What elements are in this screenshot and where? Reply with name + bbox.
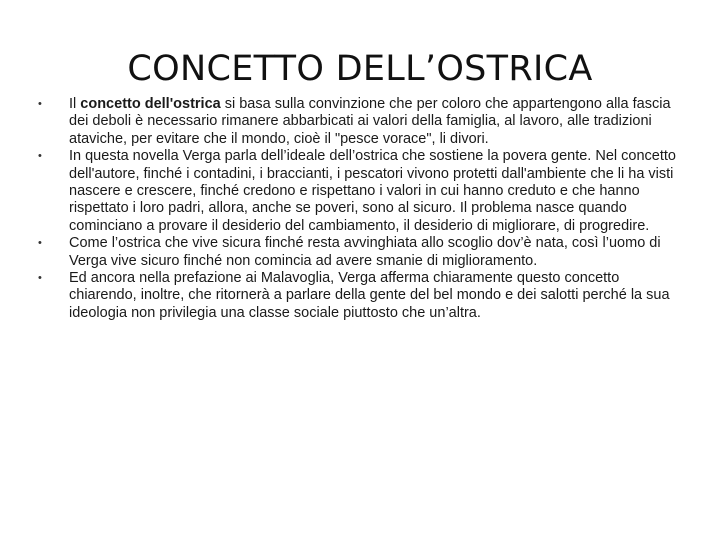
bullet-text — [69, 96, 678, 148]
bullet-dot: • — [38, 150, 42, 163]
bullet-prefix: Il — [69, 96, 81, 112]
bullet-dot: • — [38, 98, 42, 110]
slide-title: CONCETTO DELL’OSTRICA — [127, 49, 593, 90]
bullet-dot: • — [38, 237, 42, 250]
bullet-body: In questa novella Verga parla dell’ideale dell’ostrica che sostiene la povera gente. Nel concetto dell'autore, finché i contadini, i braccianti, i pescatori vivono protetti dall'ambiente che li ha visti nascere e crescere, finché credono e rispettano i valori in cui hanno creduto e che hanno rispettato i loro padri, allora, anche se poveri, sono al sicuro. Il problema nasce quando cominciano a provare il desiderio del cambiamento, il desiderio di migliorare, di progredire. — [69, 148, 676, 234]
bullet-item — [38, 96, 678, 148]
bullet-body: Ed ancora nella prefazione ai Malavoglia, Verga afferma chiaramente questo concetto chiarendo, inoltre, che ritornerà a parlare della gente del bel mondo e dei salotti perché la sua ideologia non privilegia una classe sociale piuttosto che un’altra. — [69, 270, 670, 321]
bullet-bold-term: concetto dell'ostrica — [80, 96, 221, 112]
bullet-dot: • — [38, 272, 42, 285]
bullet-body: Come l’ostrica che vive sicura finché resta avvinghiata allo scoglio dov’è nata, così l’uomo di Verga vive sicuro finché non comincia ad avere smanie di miglioramento. — [69, 235, 661, 269]
bullet-item — [38, 235, 678, 270]
bullet-item — [38, 270, 678, 322]
bullet-list — [38, 96, 678, 322]
bullet-item — [38, 148, 678, 235]
bullet-body: si basa sulla convinzione che per coloro che appartengono alla fascia dei deboli è necessario rimanere abbarbicati ai valori della famiglia, al lavoro, alle tradizioni ataviche, per evitare che il mondo, cioè il "pesce vorace", li divori. — [69, 96, 671, 147]
